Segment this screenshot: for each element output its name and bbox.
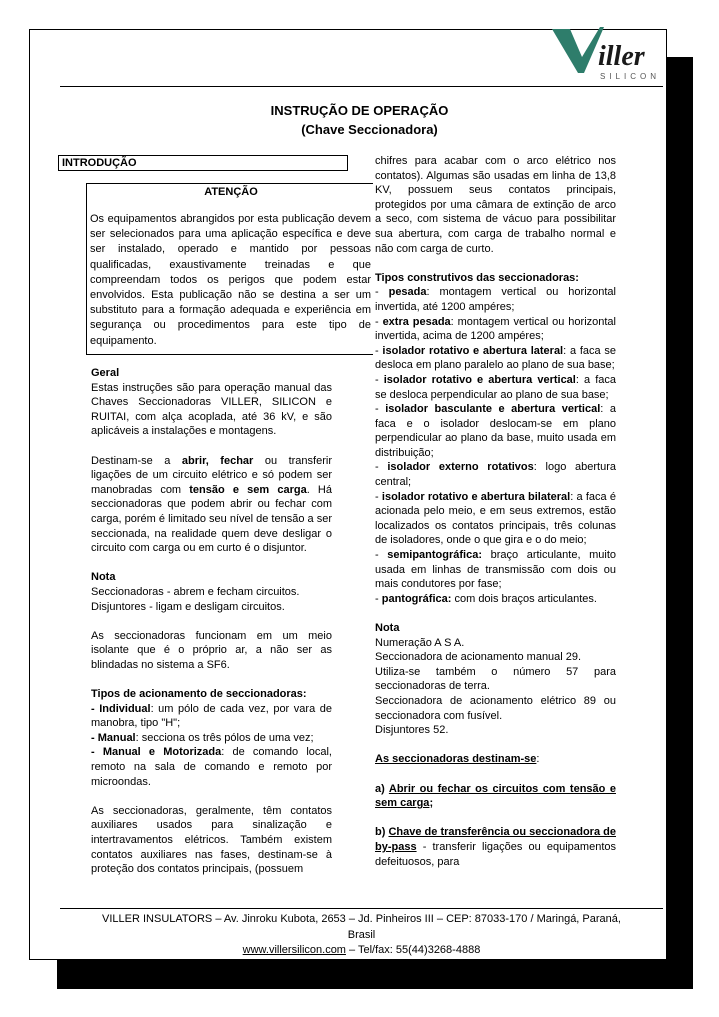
tipos-acionamento-heading: Tipos de acionamento de seccionadoras:: [91, 688, 307, 701]
footer-contact: [60, 943, 663, 959]
footer-phone: – Tel/fax: 55(44)3268-4888: [345, 944, 481, 956]
tipos-construtivos-heading: Tipos construtivos das seccionadoras:: [375, 271, 579, 284]
item-text: Chave de transferência ou seccionadora de by-pass: [375, 826, 616, 853]
construction-type-item: - isolador rotativo e abertura lateral: a faca se desloca em plano paralelo ao plano de sua base;: [375, 344, 616, 372]
nota-line: Seccionadora de acionamento manual 29.: [375, 651, 582, 664]
construction-type-list: [375, 285, 616, 606]
footer-rule: [60, 908, 663, 909]
destinam-heading: As seccionadoras destinam-se:: [375, 753, 540, 766]
logo-subtitle: SILICON: [600, 72, 661, 81]
construction-type-label: pantográfica:: [381, 592, 452, 605]
viller-logo: [552, 27, 667, 85]
construction-type-text: : a faca se desloca perpendicular ao plano de sua base;: [375, 373, 616, 401]
construction-type-label: isolador rotativo e abertura vertical: [383, 373, 576, 386]
arc-paragraph: chifres para acabar com o arco elétrico nos contatos). Algumas são usadas em linha de 13,8 KV, possuem seus contatos principais, protegidos por uma câmara de extinção de arco a seco, com sistema de vácuo para possibilitar sua abertura, com carga de trabalho normal e não com carga de curto.: [375, 155, 616, 255]
nota-line: Disjuntores - ligam e desligam circuitos.: [91, 600, 285, 613]
nota-line: Seccionadora de acionamento elétrico 89 ou seccionadora com fusível.: [375, 694, 616, 722]
attention-text: Os equipamentos abrangidos por esta publicação devem ser selecionados para uma aplicação específica e deve ser instalado, operado e mantido por pessoas qualificadas, exaustivamente treinadas e que compreendam todos os perigos que podem estar envolvidos. Esta publicação não se destina a ser um substituto para a formação adequada e experiência em segurança ou procedimentos para este tipo de equipamento.: [90, 213, 371, 347]
tipo-item: [91, 745, 332, 789]
construction-type-label: pesada: [388, 286, 427, 299]
auxiliary-contacts-paragraph: As seccionadoras, geralmente, têm contatos auxiliares usados para sinalização e intertravamentos elétricos. Também existem contatos auxiliares nas fases, destinam-se à proteção dos contatos principais, (possuem: [91, 804, 332, 876]
document-title: INSTRUÇÃO DE OPERAÇÃO: [270, 103, 449, 118]
website-link[interactable]: www.villersilicon.com: [242, 944, 346, 956]
construction-type-item: - semipantográfica: braço articulante, muito usada em linhas de transmissão com dois ou mais condutores por fase;: [375, 549, 616, 591]
construction-type-item: - pantográfica: com dois braços articulantes.: [375, 592, 597, 605]
right-column: [375, 154, 616, 869]
construction-type-label: semipantográfica:: [387, 549, 483, 562]
construction-type-label: isolador rotativo e abertura lateral: [382, 344, 564, 357]
insulation-paragraph: As seccionadoras funcionam em um meio isolante que é o próprio ar, a não ser as blindadas no sistema a SF6.: [91, 629, 332, 671]
construction-type-text: : a faca e o isolador deslocam-se em plano perpendicular ao plano da base, muito usada em distribuição;: [375, 403, 616, 459]
attention-heading: ATENÇÃO: [204, 186, 258, 198]
page-shadow-bottom: [57, 960, 693, 989]
purpose-paragraph: [91, 454, 332, 556]
construction-type-label: isolador rotativo e abertura bilateral: [381, 490, 571, 503]
nota-line: Seccionadoras - abrem e fecham circuitos.: [91, 585, 300, 598]
construction-type-text: : a faca é acionada pelo meio, e em seus extremos, estão localizados os contatos principais, três colunas de isoladores, onde o que gira e o do meio;: [375, 490, 616, 547]
footer-country: Brasil: [347, 928, 376, 941]
nota-line: Numeração A S A.: [375, 636, 465, 649]
document-subtitle: (Chave Seccionadora): [301, 122, 438, 137]
tipo-text: : um pólo de cada vez, por vara de manobra, tipo "H";: [91, 702, 332, 730]
geral-heading: Geral: [91, 367, 120, 379]
construction-type-item: - isolador externo rotativos: logo abertura central;: [375, 461, 616, 489]
construction-type-item: - isolador rotativo e abertura bilateral: a faca é acionada pelo meio, e em seus extremos, estão localizados os contatos principais, três colunas de isoladores, onde o que gira e o do meio;: [375, 490, 616, 547]
page-shadow-right: [667, 57, 693, 989]
tipo-text: : secciona os três pólos de uma vez;: [135, 731, 314, 744]
nota-heading: Nota: [375, 622, 400, 634]
text-run: ou transferir ligações de um circuito elétrico e só podem ser manobradas com: [91, 454, 332, 496]
logo-v-mark: [552, 27, 604, 73]
construction-type-item: - isolador rotativo e abertura vertical: a faca se desloca perpendicular ao plano de sua base;: [375, 373, 616, 401]
destinam-heading-text: As seccionadoras destinam-se: [375, 753, 537, 766]
construction-type-label: extra pesada: [382, 315, 451, 328]
item-suffix: ;: [429, 797, 434, 810]
intro-heading: INTRODUÇÃO: [58, 155, 348, 171]
text-run-bold: tensão e sem carga: [189, 483, 307, 496]
item-text: Abrir ou fechar os circuitos com tensão e sem carga: [375, 782, 616, 810]
item-prefix: b): [375, 826, 389, 839]
text-run-bold: abrir, fechar: [181, 454, 254, 467]
tipo-label: - Individual: [91, 702, 151, 715]
nota-line: Disjuntores 52.: [375, 724, 449, 737]
item-prefix: a): [375, 782, 389, 795]
tipo-label: - Manual: [91, 731, 136, 744]
tipo-item: [91, 731, 332, 746]
purpose-item-b: [375, 825, 616, 869]
construction-type-text: : montagem vertical ou horizontal invertida, até 1200 ampéres;: [375, 286, 616, 313]
item-suffix: - transferir ligações ou equipamentos defeituosos, para: [375, 840, 616, 868]
tipo-item: [91, 702, 332, 731]
text-run: . Há seccionadoras que podem abrir ou fechar com carga, porém é limitado seu nível de tensão a ser seccionada, na realidade quem deve desligar o circuito com carga ou em curto é o disjuntor.: [91, 483, 332, 555]
nota-heading: Nota: [91, 571, 116, 584]
construction-type-label: isolador externo rotativos: [387, 461, 534, 474]
text-run: Destinam-se a: [91, 454, 182, 467]
footer: [60, 912, 663, 959]
construction-type-text: com dois braços articulantes.: [451, 592, 597, 605]
construction-type-label: isolador basculante e abertura vertical: [385, 403, 601, 416]
purpose-item-a: [375, 782, 616, 811]
footer-address: VILLER INSULATORS – Av. Jinroku Kubota, 2653 – Jd. Pinheiros III – CEP: 87033-170 / Maringá, Paraná,: [102, 913, 621, 925]
geral-paragraph: Estas instruções são para operação manual das Chaves Seccionadoras VILLER, SILICON e RUITAI, com alça acoplada, até 36 kV, e são aplicáveis a instalações e montagens.: [91, 381, 332, 438]
construction-type-item: - extra pesada: montagem vertical ou horizontal invertida, acima de 1200 ampéres;: [375, 315, 616, 343]
construction-type-text: : logo abertura central;: [375, 461, 616, 489]
nota-list: [375, 636, 616, 738]
logo-word: iller: [598, 41, 645, 72]
nota-line: Utiliza-se também o número 57 para seccionadoras de terra.: [375, 665, 616, 693]
construction-type-text: braço articulante, muito usada em linhas de transmissão com dois ou mais condutores por fase;: [375, 549, 616, 591]
tipo-label: - Manual e Motorizada: [91, 746, 222, 759]
left-column: [91, 366, 332, 877]
header-rule: [60, 86, 663, 87]
construction-type-item: - isolador basculante e abertura vertical: a faca e o isolador deslocam-se em plano perpendicular ao plano da base, muito usada em distribuição;: [375, 403, 616, 459]
construction-type-item: - pesada: montagem vertical ou horizontal invertida, até 1200 ampéres;: [375, 286, 616, 313]
tipo-text: : de comando local, remoto na sala de comando e remoto por microondas.: [91, 746, 332, 788]
construction-type-text: : montagem vertical ou horizontal invertida, acima de 1200 ampéres;: [375, 315, 616, 343]
construction-type-text: : a faca se desloca em plano paralelo ao plano de sua base;: [375, 344, 616, 372]
